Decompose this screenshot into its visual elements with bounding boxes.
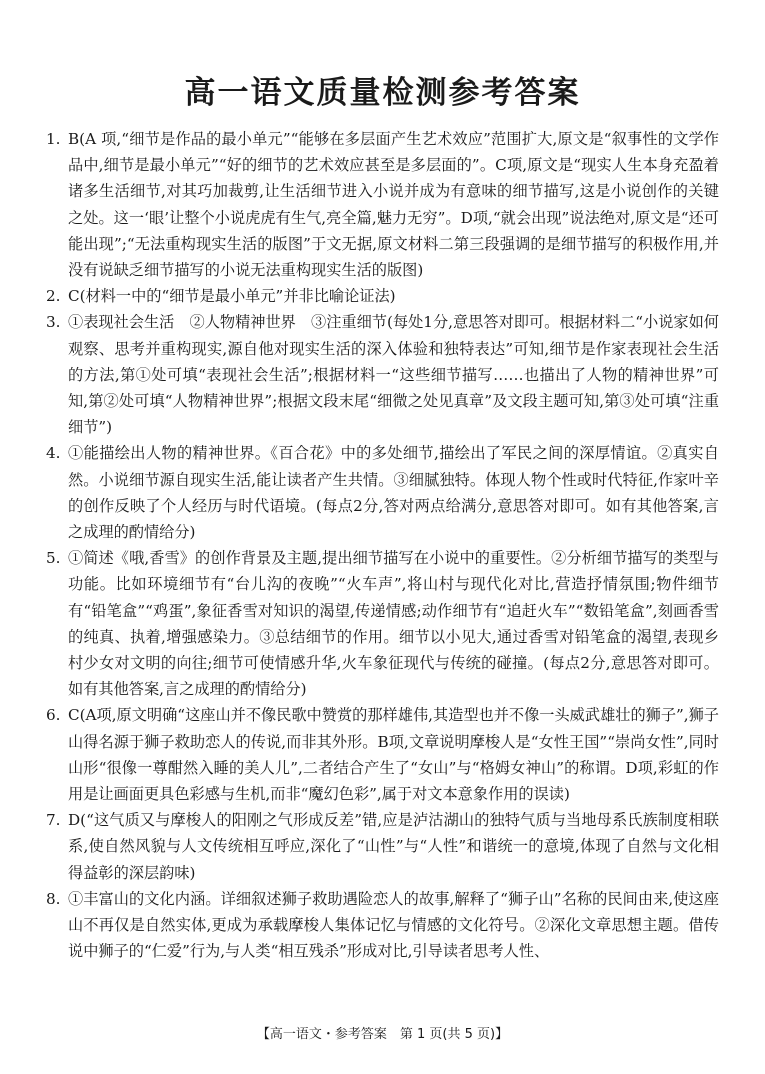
answer-text: ①能描绘出人物的精神世界。《百合花》中的多处细节,描绘出了军民之间的深厚情谊。②真实自然。小说细节源自现实生活,能让读者产生共情。③细腻独特。体现人物个性或时代特征,作家叶辛的创作反映了个人经历与时代语境。(每点2分,答对两点给满分,意思答对即可。如有其他答案,言之成理的酌情给分) bbox=[68, 444, 719, 542]
answer-text: ①表现社会生活 ②人物精神世界 ③注重细节(每处1分,意思答对即可。根据材料二“小说家如何观察、思考并重构现实,源自他对现实生活的深入体验和独特表达”可知,细节是作家表现社会生活的方法,第①处可填“表现社会生活”;根据材料一“这些细节描写……也描出了人物的精神世界”可知,第②处可填“人物精神世界”;根据文段末尾“细微之处见真章”及文段主题可知,第③处可填“注重细节”) bbox=[68, 313, 719, 437]
answer-text: B(A 项,“细节是作品的最小单元”“能够在多层面产生艺术效应”范围扩大,原文是“叙事性的文学作品中,细节是最小单元”“好的细节的艺术效应甚至是多层面的”。C项,原文是“现实人生本身充盈着诸多生活细节,对其巧加裁剪,让生活细节进入小说并成为有意味的细节描写,这是小说创作的关键之处。这一‘眼’让整个小说虎虎有生气,亮全篇,魅力无穷”。D项,“就会出现”说法绝对,原文是“还可能出现”;“无法重构现实生活的版图”于文无据,原文材料二第三段强调的是细节描写的积极作用,并没有说缺乏细节描写的小说无法重构现实生活的版图) bbox=[68, 130, 719, 280]
answer-number: 4. bbox=[46, 444, 61, 463]
answer-text: D(“这气质又与摩梭人的阳刚之气形成反差”错,应是泸沽湖山的独特气质与当地母系氏族制度相联系,使自然风貌与人文传统相互呼应,深化了“山性”与“人性”和谐统一的意境,体现了自然与文化相得益彰的深层韵味) bbox=[68, 811, 719, 882]
answer-list bbox=[46, 126, 719, 965]
answer-item-5 bbox=[46, 545, 719, 702]
page-footer: 【高一语文・参考答案 第 1 页(共 5 页)】 bbox=[256, 1027, 509, 1042]
answer-number: 6. bbox=[46, 706, 61, 725]
answer-item-2 bbox=[46, 283, 719, 309]
answer-text: C(A项,原文明确“这座山并不像民歌中赞赏的那样雄伟,其造型也并不像一头威武雄壮的狮子”,狮子山得名源于狮子救助恋人的传说,而非其外形。B项,文章说明摩梭人是“女性王国”“崇尚女性”,同时山形“很像一尊酣然入睡的美人儿”,二者结合产生了“女山”与“格姆女神山”的称谓。D项,彩虹的作用是让画面更具色彩感与生机,而非“魔幻色彩”,属于对文本意象作用的误读) bbox=[68, 706, 719, 804]
answer-text: ①丰富山的文化内涵。详细叙述狮子救助遇险恋人的故事,解释了“狮子山”名称的民间由来,使这座山不再仅是自然实体,更成为承载摩梭人集体记忆与情感的文化符号。②深化文章思想主题。借传说中狮子的“仁爱”行为,与人类“相互残杀”形成对比,引导读者思考人性、 bbox=[68, 889, 719, 961]
answer-item-6 bbox=[46, 702, 719, 807]
answer-item-1 bbox=[46, 126, 719, 283]
answer-item-8 bbox=[46, 886, 719, 965]
answer-text: C(材料一中的“细节是最小单元”并非比喻论证法) bbox=[68, 287, 396, 306]
answer-number: 7. bbox=[46, 811, 61, 830]
answer-number: 5. bbox=[46, 549, 61, 568]
answer-item-4 bbox=[46, 440, 719, 545]
answer-number: 2. bbox=[46, 287, 61, 306]
answer-item-7 bbox=[46, 807, 719, 886]
answer-number: 8. bbox=[46, 889, 61, 908]
answer-number: 3. bbox=[46, 313, 61, 332]
answer-text: ①简述《哦,香雪》的创作背景及主题,提出细节描写在小说中的重要性。②分析细节描写的类型与功能。比如环境细节有“台儿沟的夜晚”“火车声”,将山村与现代化对比,营造抒情氛围;物件细节有“铅笔盒”“鸡蛋”,象征香雪对知识的渴望,传递情感;动作细节有“追赶火车”“数铅笔盒”,刻画香雪的纯真、执着,增强感染力。③总结细节的作用。细节以小见大,通过香雪对铅笔盒的渴望,表现乡村少女对文明的向往;细节可使情感升华,火车象征现代与传统的碰撞。(每点2分,意思答对即可。如有其他答案,言之成理的酌情给分) bbox=[68, 549, 719, 699]
answer-item-3 bbox=[46, 309, 719, 440]
page-title: 高一语文质量检测参考答案 bbox=[184, 75, 581, 111]
answer-number: 1. bbox=[46, 130, 61, 148]
